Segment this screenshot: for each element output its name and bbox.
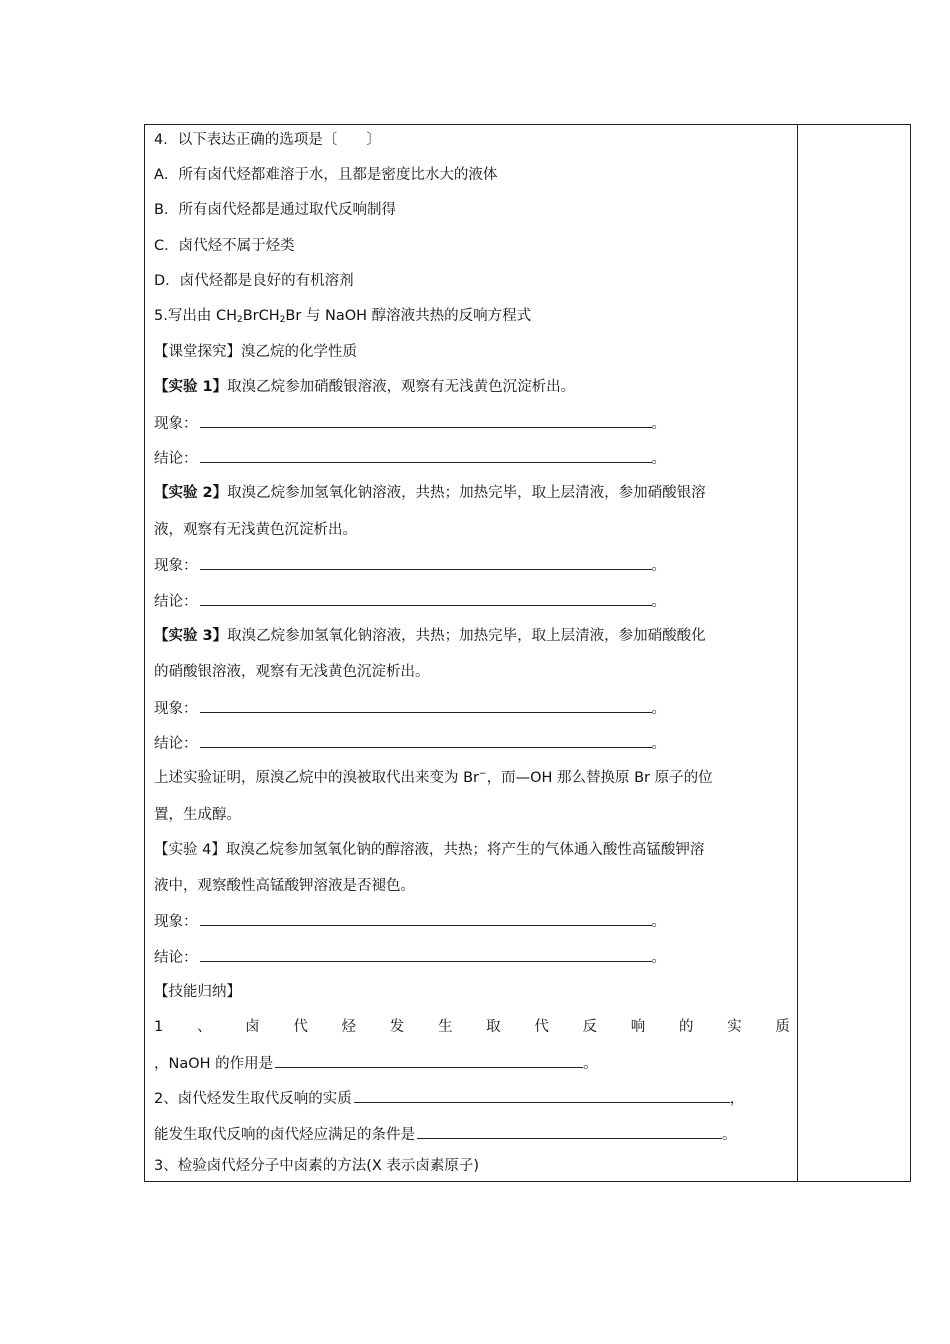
proof-text-b: ，而—OH 那么替换原 Br 原子的位 bbox=[486, 770, 713, 786]
conclusion-label: 结论： bbox=[154, 736, 198, 752]
q5-question bbox=[154, 306, 531, 326]
q5-sub-1: 2 bbox=[236, 315, 243, 325]
exp1-tag: 【实验 1】 bbox=[154, 379, 228, 395]
period: 。 bbox=[722, 1127, 737, 1143]
skill-1-char: 反 bbox=[582, 1019, 598, 1035]
period: 。 bbox=[651, 451, 666, 467]
exp1-conclusion bbox=[154, 448, 666, 469]
skill-2-line-1 bbox=[154, 1088, 744, 1109]
proof-line-2: 置，生成醇。 bbox=[154, 807, 241, 823]
skill-2-text-1: 2、卤代烃发生取代反响的实质 bbox=[154, 1091, 352, 1107]
exp4-conclusion-blank[interactable] bbox=[200, 947, 652, 962]
q4-stem: 4．以下表达正确的选项是〔 〕 bbox=[154, 132, 381, 148]
exp3-line-2: 的硝酸银溶液，观察有无浅黄色沉淀析出。 bbox=[154, 664, 430, 680]
phenomenon-label: 现象： bbox=[154, 416, 198, 432]
naoh-role-blank[interactable] bbox=[275, 1053, 583, 1068]
exp1-phenomenon bbox=[154, 413, 666, 434]
exp2-line-2: 液，观察有无浅黄色沉淀析出。 bbox=[154, 522, 357, 538]
exp2-tag: 【实验 2】 bbox=[154, 485, 228, 501]
exp4-text-1: 取溴乙烷参加氢氧化钠的醇溶液，共热；将产生的气体通入酸性高锰酸钾溶 bbox=[225, 842, 705, 858]
q4-option-d: D．卤代烃都是良好的有机溶剂 bbox=[154, 273, 354, 289]
proof-line-1 bbox=[154, 768, 713, 788]
skill-3-line-1: 3、检验卤代烃分子中卤素的方法(X 表示卤素原子) bbox=[154, 1158, 480, 1174]
exp3-line-1 bbox=[154, 626, 706, 646]
skill-1-line-1 bbox=[154, 1017, 790, 1037]
exp3-phenomenon bbox=[154, 698, 666, 719]
period: 。 bbox=[651, 736, 666, 752]
exp2-conclusion bbox=[154, 591, 666, 612]
skill-1-text: ，NaOH 的作用是 bbox=[154, 1056, 274, 1072]
exp3-conclusion bbox=[154, 733, 666, 754]
period: 。 bbox=[651, 701, 666, 717]
skill-1-char: 、 bbox=[196, 1019, 212, 1035]
worksheet-table bbox=[144, 124, 911, 1182]
q5-sub-2: 2 bbox=[279, 315, 286, 325]
exp1-conclusion-blank[interactable] bbox=[200, 448, 652, 463]
skill-1-char: 生 bbox=[437, 1019, 453, 1035]
skill-1-line-2 bbox=[154, 1053, 598, 1074]
exp4-conclusion bbox=[154, 947, 666, 968]
exp1-text: 取溴乙烷参加硝酸银溶液，观察有无浅黄色沉淀析出。 bbox=[227, 379, 576, 395]
skill-2-text-2: 能发生取代反响的卤代烃应满足的条件是 bbox=[154, 1127, 415, 1143]
skill-1-char: 代 bbox=[293, 1019, 308, 1035]
exp1-phenomenon-blank[interactable] bbox=[200, 413, 652, 428]
exp4-phenomenon bbox=[154, 911, 666, 932]
phenomenon-label: 现象： bbox=[154, 558, 198, 574]
phenomenon-label: 现象： bbox=[154, 914, 198, 930]
skill-1-char: 质 bbox=[775, 1019, 790, 1035]
exp2-conclusion-blank[interactable] bbox=[200, 591, 652, 606]
exp4-phenomenon-blank[interactable] bbox=[200, 911, 652, 926]
exp3-tag: 【实验 3】 bbox=[154, 628, 228, 644]
conclusion-label: 结论： bbox=[154, 950, 198, 966]
q4-option-a: A．所有卤代烃都难溶于水，且都是密度比水大的液体 bbox=[154, 167, 498, 183]
period: 。 bbox=[651, 558, 666, 574]
proof-text-a: 上述实验证明，原溴乙烷中的溴被取代出来变为 Br bbox=[154, 770, 480, 786]
exp1-line bbox=[154, 377, 575, 397]
exp3-text-1: 取溴乙烷参加氢氧化钠溶液，共热；加热完毕，取上层清液，参加硝酸酸化 bbox=[227, 628, 706, 644]
skill-1-char: 代 bbox=[534, 1019, 549, 1035]
q4-option-c: C．卤代烃不属于烃类 bbox=[154, 238, 295, 254]
conclusion-label: 结论： bbox=[154, 594, 198, 610]
skill-1-char: 取 bbox=[486, 1019, 501, 1035]
phenomenon-label: 现象： bbox=[154, 701, 198, 717]
skill-1-char: 卤 bbox=[245, 1019, 260, 1035]
table-column-divider bbox=[797, 125, 798, 1181]
comma: ， bbox=[729, 1091, 745, 1107]
period: 。 bbox=[651, 594, 666, 610]
skill-1-char: 响 bbox=[630, 1019, 646, 1035]
exp2-phenomenon bbox=[154, 555, 666, 576]
skill-1-char: 的 bbox=[678, 1019, 694, 1035]
substitution-essence-blank[interactable] bbox=[354, 1088, 730, 1103]
exp4-line-1 bbox=[154, 840, 704, 860]
skills-title: 【技能归纳】 bbox=[154, 984, 241, 1000]
q5-text-post: Br 与 NaOH 醇溶液共热的反响方程式 bbox=[285, 308, 532, 324]
q4-option-b: B．所有卤代烃都是通过取代反响制得 bbox=[154, 202, 396, 218]
skill-2-line-2 bbox=[154, 1124, 737, 1145]
period: 。 bbox=[651, 914, 666, 930]
skill-1-char: 实 bbox=[727, 1019, 742, 1035]
period: 。 bbox=[651, 950, 666, 966]
exp3-conclusion-blank[interactable] bbox=[200, 733, 652, 748]
skill-1-char: 发 bbox=[389, 1019, 405, 1035]
conclusion-label: 结论： bbox=[154, 451, 198, 467]
exp4-tag: 【实验 4】 bbox=[154, 842, 226, 858]
exp2-phenomenon-blank[interactable] bbox=[200, 555, 652, 570]
skill-1-char: 烃 bbox=[341, 1019, 357, 1035]
exp2-line-1 bbox=[154, 483, 706, 503]
proof-superscript: − bbox=[479, 769, 487, 779]
condition-blank[interactable] bbox=[417, 1124, 722, 1139]
q5-text-pre: 5.写出由 CH bbox=[154, 308, 237, 324]
explore-title: 【课堂探究】溴乙烷的化学性质 bbox=[154, 344, 357, 360]
exp3-phenomenon-blank[interactable] bbox=[200, 698, 652, 713]
exp2-text-1: 取溴乙烷参加氢氧化钠溶液，共热；加热完毕，取上层清液，参加硝酸银溶 bbox=[227, 485, 706, 501]
period: 。 bbox=[583, 1056, 598, 1072]
q5-text-mid: BrCH bbox=[242, 308, 280, 324]
skill-1-char: 1 bbox=[154, 1019, 164, 1035]
period: 。 bbox=[651, 416, 666, 432]
exp4-line-2: 液中，观察酸性高锰酸钾溶液是否褪色。 bbox=[154, 878, 415, 894]
